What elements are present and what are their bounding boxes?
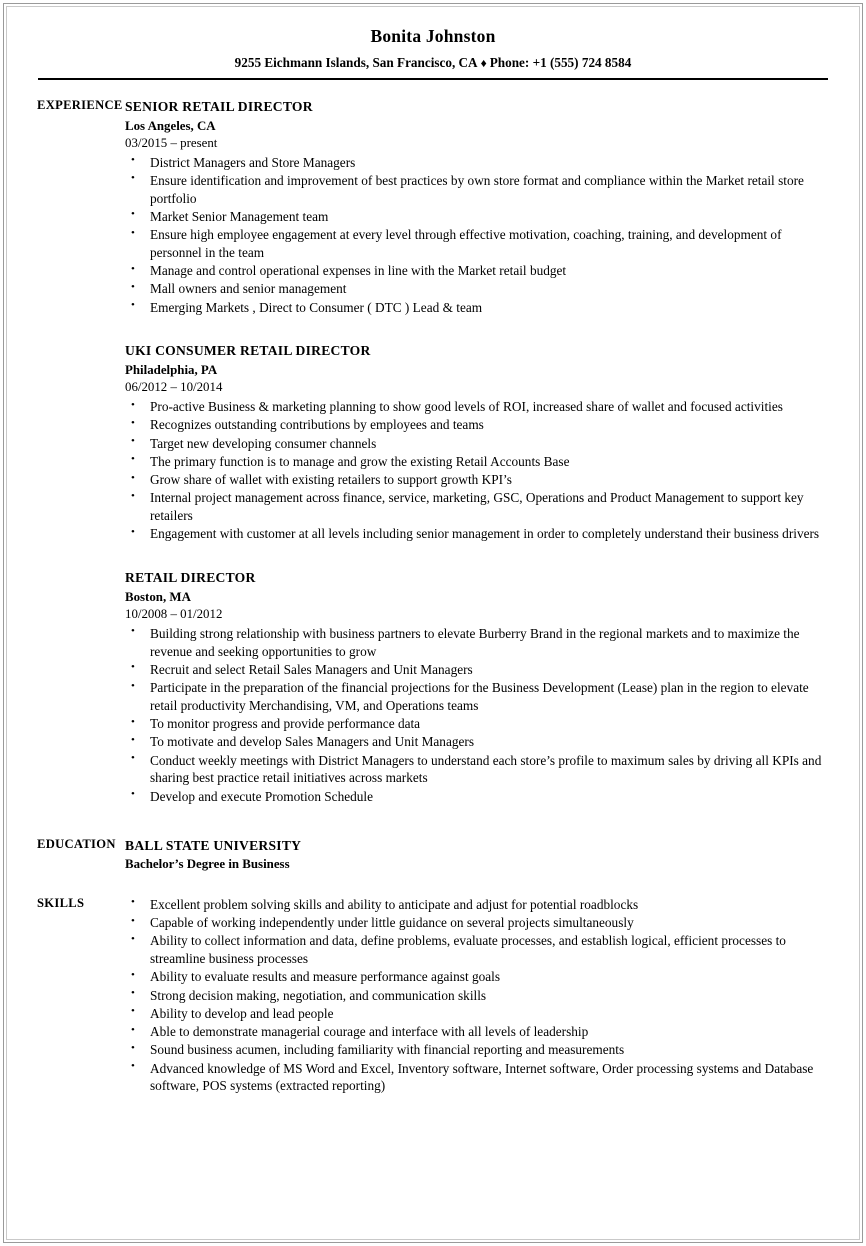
- job-bullet-list: [125, 154, 822, 317]
- bullet-item: • Internal project management across finance, service, marketing, GSC, Operations and Product Management to support key retailers: [125, 489, 822, 525]
- bullet-item: • Market Senior Management team: [125, 208, 822, 226]
- bullet-item: • Ensure identification and improvement of best practices by own store format and compliance within the Market retail store portfolio: [125, 172, 822, 208]
- job-title: SENIOR RETAIL DIRECTOR: [125, 98, 313, 114]
- contact-address: 9255 Eichmann Islands, San Francisco, CA: [234, 55, 478, 70]
- job-dates: 03/2015 – present: [125, 135, 218, 150]
- section-experience: [0, 98, 866, 806]
- bullet-item: • Building strong relationship with business partners to elevate Burberry Brand in the regional markets and to maximize the revenue and seeking opportunities to grow: [125, 625, 822, 661]
- bullet-item: • Manage and control operational expenses in line with the Market retail budget: [125, 262, 822, 280]
- bullet-item: • Ability to collect information and data, define problems, evaluate processes, and establish logical, efficient processes to streamline business processes: [125, 932, 822, 968]
- bullet-item: • District Managers and Store Managers: [125, 154, 822, 172]
- bullet-item: • Mall owners and senior management: [125, 280, 822, 298]
- experience-entry: [125, 98, 822, 316]
- bullet-item: • Excellent problem solving skills and ability to anticipate and adjust for potential roadblocks: [125, 896, 822, 914]
- bullet-item: • Ability to develop and lead people: [125, 1005, 822, 1023]
- bullet-item: • Capable of working independently under little guidance on several projects simultaneously: [125, 914, 822, 932]
- diamond-separator-icon: ♦: [480, 56, 487, 70]
- skills-body: [125, 896, 866, 1096]
- bullet-item: • Engagement with customer at all levels including senior management in order to completely understand their business drivers: [125, 525, 822, 543]
- candidate-name: Bonita Johnston: [370, 26, 496, 46]
- bullet-item: • To motivate and develop Sales Managers and Unit Managers: [125, 733, 822, 751]
- bullet-item: • Advanced knowledge of MS Word and Excel, Inventory software, Internet software, Order processing systems and Database software, POS systems (extracted reporting): [125, 1060, 822, 1096]
- bullet-item: • Target new developing consumer channels: [125, 435, 822, 453]
- education-body: [125, 837, 866, 874]
- bullet-item: • To monitor progress and provide performance data: [125, 715, 822, 733]
- job-bullet-list: [125, 625, 822, 806]
- experience-entry: [125, 342, 822, 543]
- bullet-item: • Conduct weekly meetings with District Managers to understand each store’s profile to maximum sales by driving all KPIs and sharing best practice retail initiatives across markets: [125, 752, 822, 788]
- education-degree: Bachelor’s Degree in Business: [125, 857, 290, 872]
- section-label-experience: EXPERIENCE: [37, 97, 123, 112]
- bullet-item: • The primary function is to manage and grow the existing Retail Accounts Base: [125, 453, 822, 471]
- bullet-item: • Pro-active Business & marketing planning to show good levels of ROI, increased share of wallet and focused activities: [125, 398, 822, 416]
- bullet-item: • Develop and execute Promotion Schedule: [125, 788, 822, 806]
- bullet-item: • Recognizes outstanding contributions by employees and teams: [125, 416, 822, 434]
- contact-phone: Phone: +1 (555) 724 8584: [489, 55, 632, 70]
- section-label-skills: SKILLS: [37, 895, 85, 910]
- job-dates: 10/2008 – 01/2012: [125, 606, 223, 621]
- experience-entry: [125, 569, 822, 805]
- bullet-item: • Recruit and select Retail Sales Managers and Unit Managers: [125, 661, 822, 679]
- bullet-item: • Ability to evaluate results and measure performance against goals: [125, 968, 822, 986]
- section-label-education: EDUCATION: [37, 836, 116, 851]
- bullet-item: • Able to demonstrate managerial courage and interface with all levels of leadership: [125, 1023, 822, 1041]
- job-dates: 06/2012 – 10/2014: [125, 380, 223, 395]
- job-location: Philadelphia, PA: [125, 363, 218, 377]
- bullet-item: • Sound business acumen, including familiarity with financial reporting and measurements: [125, 1041, 822, 1059]
- job-title: UKI CONSUMER RETAIL DIRECTOR: [125, 343, 371, 359]
- bullet-item: • Ensure high employee engagement at every level through effective motivation, coaching, training, and development of personnel in the team: [125, 226, 822, 262]
- bullet-item: • Emerging Markets , Direct to Consumer ( DTC ) Lead & team: [125, 299, 822, 317]
- skills-bullet-list: [125, 896, 822, 1095]
- section-education: [0, 837, 866, 874]
- section-skills: [0, 896, 866, 1096]
- education-school: BALL STATE UNIVERSITY: [125, 837, 302, 853]
- job-title: RETAIL DIRECTOR: [125, 570, 256, 586]
- resume-header: [0, 0, 866, 80]
- contact-line: [0, 55, 866, 71]
- job-location: Boston, MA: [125, 589, 191, 604]
- bullet-item: • Strong decision making, negotiation, and communication skills: [125, 987, 822, 1005]
- job-location: Los Angeles, CA: [125, 118, 216, 133]
- experience-body: [125, 98, 866, 806]
- job-bullet-list: [125, 398, 822, 543]
- bullet-item: • Grow share of wallet with existing retailers to support growth KPI’s: [125, 471, 822, 489]
- bullet-item: • Participate in the preparation of the financial projections for the Business Development (Lease) plan in the region to elevate retail productivity Merchandising, VM, and Operations teams: [125, 679, 822, 715]
- header-divider: [38, 78, 828, 80]
